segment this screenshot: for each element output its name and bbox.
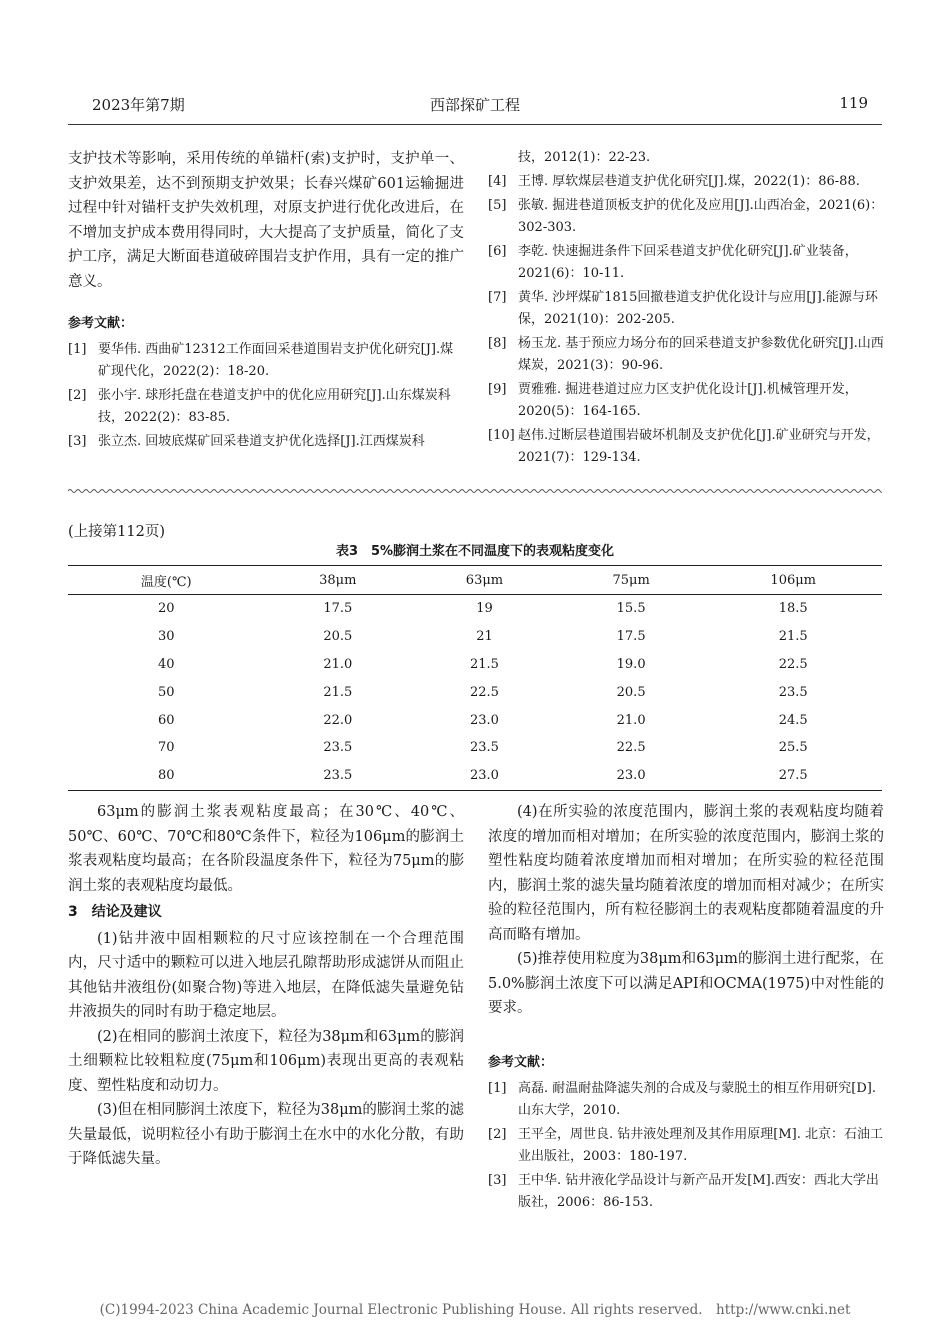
reference-number: [8] xyxy=(488,336,507,351)
bottom-right-column xyxy=(488,800,884,1216)
reference-number: [9] xyxy=(488,382,507,397)
table-row xyxy=(68,734,882,762)
table-row xyxy=(68,623,882,651)
table-cell: 21 xyxy=(476,629,493,645)
top-left-column xyxy=(68,147,464,455)
table-cell: 21.5 xyxy=(469,656,499,672)
table-cell: 21.0 xyxy=(323,656,353,672)
reference-number: [6] xyxy=(488,244,507,259)
reference-text: 李乾. 快速掘进条件下回采巷道支护优化研究[J].矿业装备，2021(6)：10-11. xyxy=(518,244,858,281)
reference-item xyxy=(488,241,884,285)
table-cell: 22.5 xyxy=(616,740,646,756)
reference-item xyxy=(488,425,884,469)
table-cell: 23.5 xyxy=(323,740,353,756)
reference-text: 赵伟.过断层巷道围岩破坏机制及支护优化[J].矿业研究与开发，2021(7)：129-134. xyxy=(518,428,880,465)
reference-item xyxy=(488,333,884,377)
reference-text: 王中华. 钻井液化学品设计与新产品开发[M].西安：西北大学出版社，2006：86-153. xyxy=(518,1172,879,1210)
table-cell: 19 xyxy=(476,601,493,617)
reference-text: 王博. 厚软煤层巷道支护优化研究[J].煤，2022(1)：86-88. xyxy=(518,174,860,189)
table-cell: 15.5 xyxy=(616,601,646,617)
reference-number: [1] xyxy=(68,342,87,357)
reference-text: 贾雅雅. 掘进巷道过应力区支护优化设计[J].机械管理开发，2020(5)：164-165. xyxy=(518,382,858,419)
results-paragraph: 63μm的膨润土浆表观粘度最高；在30℃、40℃、50℃、60℃、70℃和80℃条件下，粒径为106μm的膨润土浆表观粘度均最高；在各阶段温度条件下，粒径为75μm的膨润土浆的表观粘度均最低。 xyxy=(68,804,464,894)
reference-number: [1] xyxy=(488,1080,507,1096)
article-separator xyxy=(68,486,882,496)
bottom-left-column xyxy=(68,800,464,1172)
table-cell: 50 xyxy=(157,684,175,700)
table-cell: 21.5 xyxy=(323,684,353,700)
table-cell: 21.0 xyxy=(616,712,646,728)
reference-item xyxy=(488,1078,884,1122)
table-cell: 23.5 xyxy=(264,762,411,790)
table-cell: 19.0 xyxy=(616,656,646,672)
copyright-footer: (C)1994-2023 China Academic Journal Electronic Publishing House. All rights reserved. http://www.cnki.net xyxy=(99,1302,851,1318)
table-header-cell: 106μm xyxy=(704,566,882,595)
reference-text: 要华伟. 西曲矿12312工作面回采巷道围岩支护优化研究[J].煤矿现代化，2022(2)：18-20. xyxy=(98,342,454,379)
header-rule xyxy=(68,124,882,125)
table-cell: 18.5 xyxy=(778,601,808,617)
table-cell: 22.5 xyxy=(469,684,499,700)
reference-text: 王平全，周世良. 钻井液处理剂及其作用原理[M]. 北京：石油工业出版社，2003：180-197. xyxy=(518,1126,883,1164)
reference-item xyxy=(488,1124,884,1168)
reference-item xyxy=(68,431,464,453)
table-header-cell: 温度(℃) xyxy=(68,566,264,595)
conclusion-item: (5)推荐使用粒度为38μm和63μm的膨润土进行配浆，在5.0%膨润土浓度下可以满足API和OCMA(1975)中对性能的要求。 xyxy=(488,951,884,1016)
reference-text: 黄华. 沙坪煤矿1815回撤巷道支护优化设计与应用[J].能源与环保，2021(10)：202-205. xyxy=(518,290,878,327)
table-cell: 23.0 xyxy=(411,762,558,790)
reference-text: 张立杰. 回坡底煤矿回采巷道支护优化选择[J].江西煤炭科 xyxy=(98,434,425,449)
table-row xyxy=(68,595,882,623)
reference-continuation: 技，2012(1)：22-23. xyxy=(518,150,651,165)
conclusion-paragraph: 支护技术等影响，采用传统的单锚杆(索)支护时，支护单一、支护效果差，达不到预期支护效果；长春兴煤矿601运输掘进过程中针对锚杆支护失效机理，对原支护进行优化改进后，在不增加支护成本费用得同时，大大提高了支护质量，简化了支护工序，满足大断面巷道破碎围岩支护作用，具有一定的推广意义。 xyxy=(68,151,464,290)
table-cell: 80 xyxy=(68,762,264,790)
section-heading: 3 结论及建议 xyxy=(68,904,162,920)
table-cell: 22.0 xyxy=(323,712,353,728)
journal-issue: 2023年第7期 xyxy=(92,96,185,114)
viscosity-table xyxy=(68,565,882,791)
table-cell: 20 xyxy=(157,601,175,617)
reference-item xyxy=(488,171,884,193)
reference-number: [7] xyxy=(488,290,507,305)
table-cell: 40 xyxy=(157,656,175,672)
table-row xyxy=(68,706,882,734)
continued-from-label: (上接第112页) xyxy=(68,524,165,540)
reference-number: [3] xyxy=(488,1172,507,1188)
table-title: 表3 5%膨润土浆在不同温度下的表观粘度变化 xyxy=(335,544,615,559)
table-cell: 24.5 xyxy=(778,712,808,728)
top-right-column xyxy=(488,147,884,471)
table-cell: 23.0 xyxy=(469,712,499,728)
table-cell: 27.5 xyxy=(704,762,882,790)
table-cell: 70 xyxy=(157,740,175,756)
table-row xyxy=(68,651,882,679)
reference-number: [5] xyxy=(488,198,507,213)
journal-title: 西部探矿工程 xyxy=(429,96,520,114)
page-number: 119 xyxy=(839,94,868,112)
table-cell: 30 xyxy=(157,629,175,645)
references-title: 参考文献： xyxy=(68,316,134,331)
reference-text: 高磊. 耐温耐盐降滤失剂的合成及与蒙脱土的相互作用研究[D]. 山东大学，2010. xyxy=(518,1080,876,1118)
table-cell: 23.0 xyxy=(558,762,705,790)
table-cell: 17.5 xyxy=(616,629,646,645)
conclusion-item: (3)但在相同膨润土浓度下，粒径为38μm的膨润土浆的滤失量最低，说明粒径小有助于膨润土在水中的水化分散，有助于降低滤失量。 xyxy=(68,1102,464,1167)
table-cell: 60 xyxy=(157,712,175,728)
reference-number: [3] xyxy=(68,434,87,449)
reference-number: [2] xyxy=(488,1126,507,1142)
reference-text: 张小宇. 球形托盘在巷道支护中的优化应用研究[J].山东煤炭科技，2022(2)：83-85. xyxy=(98,388,451,425)
table-header-cell: 38μm xyxy=(264,566,411,595)
reference-text: 张敏. 掘进巷道顶板支护的优化及应用[J].山西冶金，2021(6)：302-303. xyxy=(518,198,884,235)
reference-number: [4] xyxy=(488,174,507,189)
table-cell: 20.5 xyxy=(323,629,353,645)
table-cell: 25.5 xyxy=(778,740,808,756)
reference-item xyxy=(488,379,884,423)
table-cell: 23.5 xyxy=(469,740,499,756)
table-cell: 17.5 xyxy=(323,601,353,617)
conclusion-item: (4)在所实验的浓度范围内，膨润土浆的表观粘度均随着浓度的增加而相对增加；在所实验的浓度范围内，膨润土浆的塑性粘度均随着浓度增加而相对增加；在所实验的粒径范围内，膨润土浆的滤失量均随着浓度的增加而相对减少；在所实验的粒径范围内，所有粒径膨润土的表观粘度都随着温度的升高而略有增加。 xyxy=(488,804,884,943)
reference-item xyxy=(68,385,464,429)
table-cell: 20.5 xyxy=(616,684,646,700)
reference-number: [2] xyxy=(68,388,87,403)
table-cell: 22.5 xyxy=(778,656,808,672)
conclusion-item: (1)钻井液中固相颗粒的尺寸应该控制在一个合理范围内，尺寸适中的颗粒可以进入地层孔隙帮助形成滤饼从而阻止其他钻井液组份(如聚合物)等进入地层，在降低滤失量避免钻井液损失的同时有助于稳定地层。 xyxy=(68,930,464,1020)
reference-item xyxy=(68,339,464,383)
references-title: 参考文献： xyxy=(488,1054,554,1070)
reference-text: 杨玉龙. 基于预应力场分布的回采巷道支护参数优化研究[J].山西煤炭，2021(3)：90-96. xyxy=(518,336,884,373)
reference-item xyxy=(488,287,884,331)
reference-item xyxy=(488,195,884,239)
reference-number: [10] xyxy=(488,428,515,443)
table-header-row xyxy=(68,566,882,595)
table-row xyxy=(68,678,882,706)
table-cell: 21.5 xyxy=(778,629,808,645)
table-cell: 23.5 xyxy=(778,684,808,700)
table-header-cell: 63μm xyxy=(411,566,558,595)
reference-item xyxy=(488,1170,884,1214)
table-header-cell: 75μm xyxy=(558,566,705,595)
table-row xyxy=(68,762,882,790)
conclusion-item: (2)在相同的膨润土浓度下，粒径为38μm和63μm的膨润土细颗粒比较粗粒度(75μm和106μm)表现出更高的表观粘度、塑性粘度和动切力。 xyxy=(68,1028,464,1094)
